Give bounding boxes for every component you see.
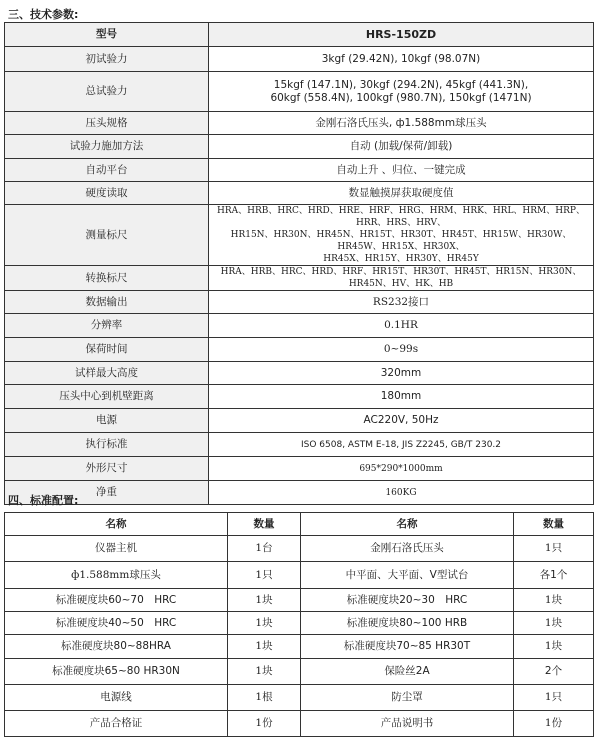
item-name: 标准硬度块80~100 HRB <box>301 612 514 635</box>
spec-row-conversion-scales <box>5 266 594 291</box>
spec-label: 总试验力 <box>5 72 209 112</box>
config-header-row <box>5 513 594 536</box>
spec-label: 净重 <box>5 481 209 505</box>
item-name: 防尘罩 <box>301 685 514 711</box>
item-name: 产品说明书 <box>301 711 514 737</box>
item-qty: 1份 <box>228 711 301 737</box>
config-row <box>5 589 594 612</box>
item-name: 标准硬度块80~88HRA <box>5 635 228 659</box>
column-header-name: 名称 <box>5 513 228 536</box>
spec-label: 保荷时间 <box>5 338 209 362</box>
spec-row-indenter <box>5 112 594 135</box>
config-row <box>5 711 594 737</box>
config-row <box>5 685 594 711</box>
spec-value <box>209 72 594 112</box>
spec-label: 压头中心到机壁距离 <box>5 385 209 409</box>
item-name: 标准硬度块40~50 HRC <box>5 612 228 635</box>
item-qty: 1块 <box>514 589 594 612</box>
item-qty: 1只 <box>514 685 594 711</box>
item-name: 产品合格证 <box>5 711 228 737</box>
item-name: 保险丝2A <box>301 659 514 685</box>
config-section-title: 四、标准配置: <box>8 494 79 507</box>
spec-row-hardness-reading <box>5 182 594 205</box>
item-qty: 1块 <box>514 612 594 635</box>
item-qty: 2个 <box>514 659 594 685</box>
config-table <box>4 512 594 737</box>
item-qty: 各1个 <box>514 562 594 589</box>
spec-value: 180mm <box>209 385 594 409</box>
spec-value: 695*290*1000mm <box>209 457 594 481</box>
spec-row-standards <box>5 433 594 457</box>
spec-value: 自动 (加载/保荷/卸载) <box>209 135 594 159</box>
config-row <box>5 659 594 685</box>
spec-label: 转换标尺 <box>5 266 209 291</box>
config-row <box>5 536 594 562</box>
item-qty: 1根 <box>228 685 301 711</box>
item-qty: 1份 <box>514 711 594 737</box>
spec-value: 320mm <box>209 362 594 385</box>
item-qty: 1只 <box>514 536 594 562</box>
spec-value-line: 15kgf (147.1N), 30kgf (294.2N), 45kgf (441.3N), <box>273 78 529 91</box>
config-row <box>5 635 594 659</box>
spec-value-line: HR15N、HR30N、HR45N、HR15T、HR30T、HR45T、HR15W、HR30W、HR45W、HR15X、HR30X、 <box>230 230 572 252</box>
spec-row-power <box>5 409 594 433</box>
spec-value: 3kgf (29.42N), 10kgf (98.07N) <box>209 47 594 72</box>
spec-value: ISO 6508, ASTM E-18, JIS Z2245, GB/T 230.2 <box>209 433 594 457</box>
specs-table <box>4 22 594 505</box>
item-name: 仪器主机 <box>5 536 228 562</box>
spec-row-throat-depth <box>5 385 594 409</box>
item-qty: 1块 <box>228 589 301 612</box>
spec-label: 数据输出 <box>5 291 209 314</box>
column-header-name: 名称 <box>301 513 514 536</box>
item-qty: 1块 <box>228 659 301 685</box>
item-name: 电源线 <box>5 685 228 711</box>
item-name: 标准硬度块70~85 HR30T <box>301 635 514 659</box>
spec-value: 160KG <box>209 481 594 505</box>
item-qty: 1块 <box>514 635 594 659</box>
spec-row-max-height <box>5 362 594 385</box>
item-name: 金刚石洛氏压头 <box>301 536 514 562</box>
item-qty: 1只 <box>228 562 301 589</box>
spec-label: 执行标准 <box>5 433 209 457</box>
config-row <box>5 612 594 635</box>
spec-value: RS232接口 <box>209 291 594 314</box>
column-header-qty: 数量 <box>514 513 594 536</box>
spec-label: 初试验力 <box>5 47 209 72</box>
spec-label: 硬度读取 <box>5 182 209 205</box>
spec-value: 自动上升 、归位、一键完成 <box>209 159 594 182</box>
item-qty: 1块 <box>228 635 301 659</box>
model-value: HRS-150ZD <box>209 23 594 47</box>
spec-label: 试样最大高度 <box>5 362 209 385</box>
spec-value: AC220V, 50Hz <box>209 409 594 433</box>
spec-label: 分辨率 <box>5 314 209 338</box>
spec-row-data-output <box>5 291 594 314</box>
spec-label: 测量标尺 <box>5 205 209 266</box>
spec-row-dwell-time <box>5 338 594 362</box>
spec-value-line: HR45X、HR15Y、HR30Y、HR45Y <box>323 254 479 264</box>
spec-row-force-method <box>5 135 594 159</box>
spec-label: 自动平台 <box>5 159 209 182</box>
item-qty: 1块 <box>228 612 301 635</box>
spec-row-net-weight <box>5 481 594 505</box>
item-name: 标准硬度块65~80 HR30N <box>5 659 228 685</box>
spec-value: 0~99s <box>209 338 594 362</box>
item-name: 标准硬度块20~30 HRC <box>301 589 514 612</box>
spec-label: 外形尺寸 <box>5 457 209 481</box>
spec-row-initial-force <box>5 47 594 72</box>
spec-row-scales <box>5 205 594 266</box>
spec-row-auto-platform <box>5 159 594 182</box>
spec-row-resolution <box>5 314 594 338</box>
spec-value: 数显触摸屏获取硬度值 <box>209 182 594 205</box>
column-header-qty: 数量 <box>228 513 301 536</box>
spec-label: 电源 <box>5 409 209 433</box>
config-row <box>5 562 594 589</box>
item-name: ф1.588mm球压头 <box>5 562 228 589</box>
model-label: 型号 <box>5 23 209 47</box>
item-qty: 1台 <box>228 536 301 562</box>
spec-label: 压头规格 <box>5 112 209 135</box>
item-name: 中平面、大平面、V型试台 <box>301 562 514 589</box>
spec-value-line: 60kgf (558.4N), 100kgf (980.7N), 150kgf (1471N) <box>270 91 532 104</box>
specs-section-title: 三、技术参数: <box>8 8 79 21</box>
spec-row-dimensions <box>5 457 594 481</box>
specs-header-row <box>5 23 594 47</box>
spec-value: 金刚石洛氏压头, ф1.588mm球压头 <box>209 112 594 135</box>
item-name: 标准硬度块60~70 HRC <box>5 589 228 612</box>
spec-row-total-force <box>5 72 594 112</box>
spec-value-line: HRA、HRB、HRC、HRD、HRE、HRF、HRG、HRM、HRK、HRL、HRM、HRP、HRR、HRS、HRV、 <box>217 206 585 228</box>
spec-value: HRA、HRB、HRC、HRD、HRF、HR15T、HR30T、HR45T、HR15N、HR30N、HR45N、HV、HK、HB <box>209 266 594 291</box>
spec-value <box>209 205 594 266</box>
spec-value: 0.1HR <box>209 314 594 338</box>
spec-label: 试验力施加方法 <box>5 135 209 159</box>
